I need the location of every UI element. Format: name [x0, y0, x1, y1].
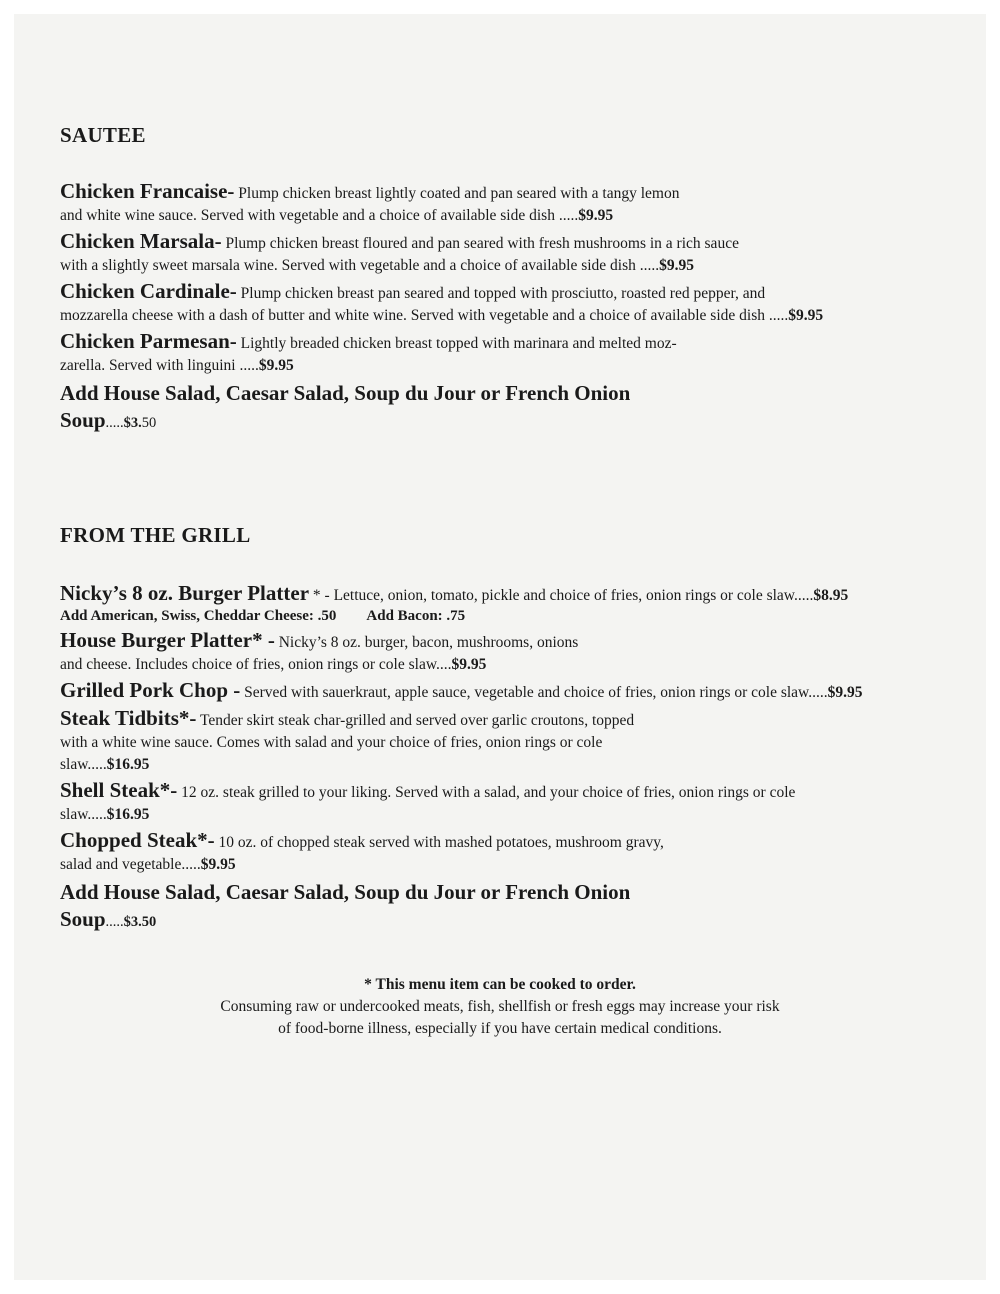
item-name: Shell Steak — [60, 778, 160, 802]
addon-price-plain: 50 — [141, 415, 157, 431]
item-desc: Served with sauerkraut, apple sauce, vegetable and choice of fries, onion rings or cole slaw..... — [240, 684, 828, 701]
item-desc: zarella. Served with linguini ..... — [60, 357, 259, 374]
item-name: Steak Tidbits — [60, 706, 179, 730]
item-price: $9.95 — [258, 357, 294, 374]
cooked-to-order-note: * This menu item can be cooked to order. — [364, 976, 636, 993]
addon-price: $3.50 — [123, 914, 157, 930]
item-price: $8.95 — [813, 587, 849, 604]
food-safety-warning-line-1: Consuming raw or undercooked meats, fish, shellfish or fresh eggs may increase your risk — [220, 998, 780, 1015]
burger-addons — [60, 607, 940, 625]
item-name: Nicky’s 8 oz. Burger Platter — [60, 581, 310, 605]
item-price: $9.95 — [827, 684, 863, 701]
addon-cheese: Add American, Swiss, Cheddar Cheese: .50 — [60, 608, 337, 624]
addon-bacon: Add Bacon: .75 — [366, 608, 466, 624]
item-desc: Nicky’s 8 oz. burger, bacon, mushrooms, onions — [274, 634, 579, 651]
item-desc: Plump chicken breast pan seared and topped with prosciutto, roasted red pepper, and — [236, 285, 766, 302]
item-desc: and white wine sauce. Served with vegetable and a choice of available side dish ..... — [60, 207, 579, 224]
addon-dots: ..... — [105, 415, 124, 431]
sautee-addon-line: Add House Salad, Caesar Salad, Soup du Jour or French Onion — [60, 381, 631, 405]
grill-addon-soup — [60, 906, 940, 936]
item-desc: Plump chicken breast floured and pan seared with fresh mushrooms in a rich sauce — [221, 235, 739, 252]
item-desc: and cheese. Includes choice of fries, onion rings or cole slaw.... — [60, 656, 452, 673]
item-price: $9.95 — [659, 257, 695, 274]
menu-item-shell-steak — [60, 779, 940, 826]
item-desc: with a white wine sauce. Comes with salad and your choice of fries, onion rings or cole — [60, 734, 603, 751]
section-title-sautee: SAUTEE — [60, 123, 146, 147]
item-star: * — [309, 587, 321, 604]
sautee-items — [60, 180, 940, 437]
menu-item-nickys-burger — [60, 582, 940, 607]
grill-items — [60, 582, 940, 936]
item-desc: 12 oz. steak grilled to your liking. Served with a salad, and your choice of fries, onion rings or cole — [177, 784, 796, 801]
item-name: House Burger Platter — [60, 628, 253, 652]
item-desc: Lightly breaded chicken breast topped with marinara and melted moz- — [236, 335, 677, 352]
addon-price-bold: $3. — [123, 415, 142, 431]
item-price: $9.95 — [788, 307, 824, 324]
item-name: Chicken Marsala- — [60, 229, 222, 253]
item-price: $16.95 — [106, 806, 150, 823]
item-desc: slaw..... — [60, 806, 107, 823]
item-desc: with a slightly sweet marsala wine. Served with vegetable and a choice of available side dish ..... — [60, 257, 660, 274]
menu-item-steak-tidbits — [60, 707, 940, 776]
item-star: *- — [178, 706, 197, 730]
item-name: Chicken Cardinale- — [60, 279, 237, 303]
item-star: * - — [252, 628, 275, 652]
item-desc: salad and vegetable..... — [60, 856, 201, 873]
menu-footer — [14, 974, 986, 1040]
item-desc: - Lettuce, onion, tomato, pickle and choice of fries, onion rings or cole slaw..... — [320, 587, 814, 604]
food-safety-warning-line-2: of food-borne illness, especially if you have certain medical conditions. — [278, 1020, 722, 1037]
addon-soup-label: Soup — [60, 408, 106, 432]
item-star: *- — [197, 828, 215, 852]
menu-item-chicken-marsala — [60, 230, 940, 277]
menu-item-chicken-cardinale — [60, 280, 940, 327]
item-desc: mozzarella cheese with a dash of butter and white wine. Served with vegetable and a choice of available side dish ..... — [60, 307, 789, 324]
item-price: $9.95 — [578, 207, 614, 224]
item-price: $9.95 — [200, 856, 236, 873]
item-desc: slaw..... — [60, 756, 107, 773]
item-price: $9.95 — [451, 656, 487, 673]
item-desc: 10 oz. of chopped steak served with mashed potatoes, mushroom gravy, — [214, 834, 664, 851]
sautee-addon-soup — [60, 407, 940, 437]
menu-item-house-burger — [60, 629, 940, 676]
item-star: *- — [159, 778, 178, 802]
item-name: Chicken Parmesan- — [60, 329, 237, 353]
addon-soup-label: Soup — [60, 907, 106, 931]
menu-item-chicken-francaise — [60, 180, 940, 227]
item-price: $16.95 — [106, 756, 150, 773]
item-name: Chicken Francaise- — [60, 179, 235, 203]
item-desc: Tender skirt steak char-grilled and served over garlic croutons, topped — [196, 712, 635, 729]
addon-dots: ..... — [105, 914, 124, 930]
grill-addon-line: Add House Salad, Caesar Salad, Soup du Jour or French Onion — [60, 880, 631, 904]
item-name: Grilled Pork Chop - — [60, 678, 241, 702]
menu-item-chopped-steak — [60, 829, 940, 876]
section-title-grill: FROM THE GRILL — [60, 523, 251, 547]
item-desc: Plump chicken breast lightly coated and pan seared with a tangy lemon — [234, 185, 680, 202]
menu-item-pork-chop — [60, 679, 940, 704]
menu-item-chicken-parmesan — [60, 330, 940, 377]
menu-page — [14, 14, 986, 1280]
item-name: Chopped Steak — [60, 828, 198, 852]
